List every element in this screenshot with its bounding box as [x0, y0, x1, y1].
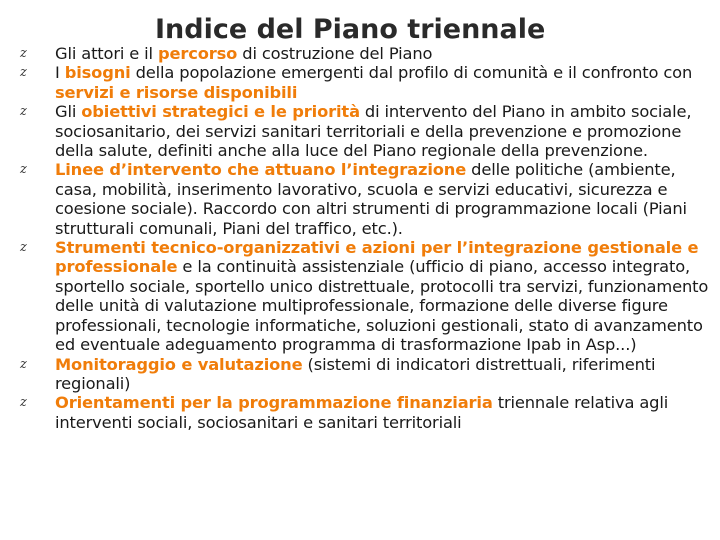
bullet-text: (sistemi di indicatori distrettuali, riferimenti regionali) [55, 354, 656, 393]
bullet-text: della popolazione emergenti dal profilo di comunità e il confronto con [130, 63, 693, 83]
bullet-text: delle politiche (ambiente, casa, mobilità, inserimento lavorativo, scuola e servizi educativi, sicurezza e coesione sociale). Raccordo con altri strumenti di programmazione locali (Piani strutturali comunali, Piani del traffico, etc.). [55, 160, 687, 238]
bullet-item [0, 44, 720, 63]
bullet-highlight-text: percorso [157, 44, 238, 63]
bullet-item [0, 63, 720, 102]
bullet-item [0, 238, 720, 354]
bullet-highlight-text: Linee d’intervento che attuano l’integrazione [55, 160, 467, 180]
bullet-highlight-text: Monitoraggio e valutazione [55, 354, 303, 374]
bullet-marker-icon: z [20, 46, 27, 61]
bullet-item [0, 355, 720, 394]
bullet-highlight-text: servizi e risorse disponibili [55, 82, 298, 102]
bullet-marker-icon: z [20, 240, 27, 256]
bullet-marker-icon: z [20, 162, 27, 178]
bullet-marker-icon: z [20, 104, 27, 120]
bullet-text: Gli attori e il [55, 44, 158, 63]
slide-title: Indice del Piano triennale [155, 14, 546, 45]
bullet-text: di costruzione del Piano [237, 44, 433, 63]
bullet-highlight-text: bisogni [64, 63, 131, 83]
bullet-text: Gli [55, 102, 82, 122]
bullet-marker-icon: z [20, 356, 27, 372]
bullet-item [0, 160, 720, 238]
bullet-marker-icon: z [20, 395, 27, 411]
bullet-highlight-text: Orientamenti per la programmazione finanziaria [55, 393, 493, 413]
bullet-text: I [55, 63, 65, 83]
bullet-item [0, 102, 720, 160]
bullet-text: triennale relativa agli interventi sociali, sociosanitari e sanitari territoriali [55, 393, 669, 432]
bullet-highlight-text: obiettivi strategici e le priorità [81, 102, 360, 122]
bullet-text: di intervento del Piano in ambito sociale, sociosanitario, dei servizi sanitari territoriali e della prevenzione e promozione della salute, definiti anche alla luce del Piano regionale della prevenzione. [55, 102, 692, 161]
bullet-highlight-text: Strumenti tecnico-organizzativi e azioni per l’integrazione gestionale e professionale [55, 238, 699, 277]
bullet-item [0, 393, 720, 432]
bullet-text: e la continuità assistenziale (ufficio di piano, accesso integrato, sportello sociale, sportello unico distrettuale, protocolli tra servizi, funzionamento delle unità di valutazione multiprofessionale, formazione delle diverse figure professionali, tecnologie informatiche, soluzioni gestionali, stato di avanzamento ed eventuale adeguamento programma di trasformazione Ipab in Asp...) [55, 257, 709, 355]
bullet-marker-icon: z [20, 65, 27, 81]
bullet-list [0, 44, 720, 432]
